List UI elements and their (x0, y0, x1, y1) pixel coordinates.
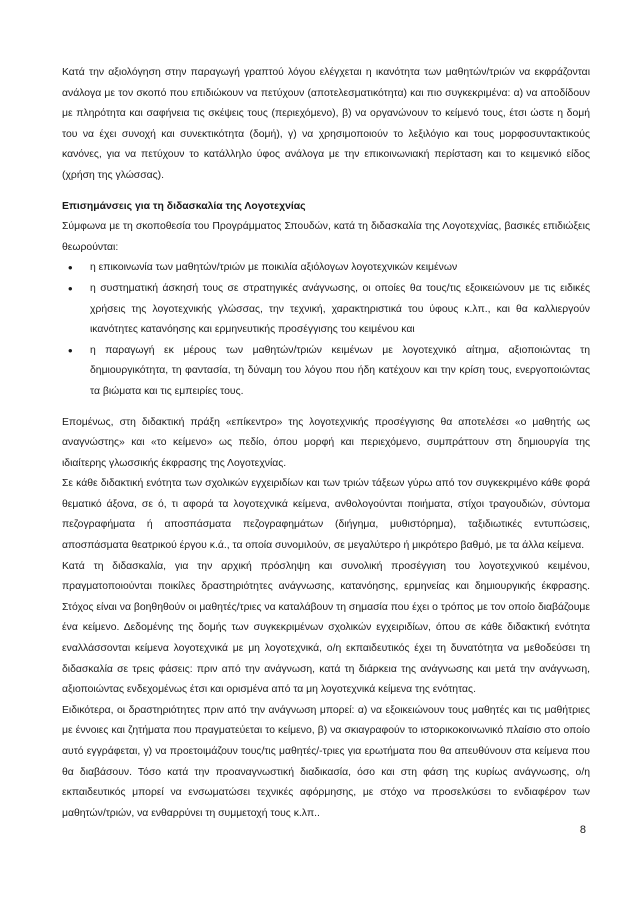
list-item: • η επικοινωνία των μαθητών/τριών με ποικιλία αξιόλογων λογοτεχνικών κειμένων (62, 258, 590, 279)
goals-list (62, 258, 590, 402)
list-item: • η παραγωγή εκ μέρους των μαθητών/τριών κειμένων με λογοτεχνικό αίτημα, αξιοποιώντας τη δημιουργικότητα, τη φαντασία, τη δύναμη του λόγου που ήδη κατέχουν και την κρίση τους, ενεργοποιώντας τα βιώματα και τις εμπειρίες τους. (62, 341, 590, 403)
body-paragraph: Κατά τη διδασκαλία, για την αρχική πρόσληψη και συνολική προσέγγιση του λογοτεχνικού κειμένου, πραγματοποιούνται ποικίλες δραστηριότητες ανάγνωσης, κατανόησης, ερμηνείας και δημιουργικής έκφρασης. Στόχος είναι να βοηθηθούν οι μαθητές/τριες να καταλάβουν τη σημασία που έχει ο τρόπος με τον οποίο διαβάζουμε ένα κείμενο. Δεδομένης της δομής των συγκεκριμένων σχολικών εγχειριδίων, όπου σε κάθε διδακτική ενότητα εναλλάσσονται κείμενα λογοτεχνικά με μη λογοτεχνικά, ο/η εκπαιδευτικός έχει τη δυνατότητα να μεθοδεύσει τη διδασκαλία σε τρεις φάσεις: πριν από την ανάγνωση, κατά τη διάρκεια της ανάγνωσης και μετά την ανάγνωση, αξιοποιώντας ενδεχομένως έτσι και ορισμένα από τα μη λογοτεχνικά κείμενα της ενότητας. (62, 560, 590, 696)
page-content (62, 63, 590, 824)
body-paragraph: Επομένως, στη διδακτική πράξη «επίκεντρο» της λογοτεχνικής προσέγγισης θα αποτελέσει «ο μαθητής ως αναγνώστης» και «το κείμενο» ως πεδίο, όπου μορφή και περιεχόμενο, συμπράττουν στη δημιουργία της ιδιαίτερης γλωσσικής έκφρασης της Λογοτεχνίας. (62, 416, 590, 469)
list-item: • η συστηματική άσκησή τους σε στρατηγικές ανάγνωσης, οι οποίες θα τους/τις εξοικειώνουν με τις ειδικές χρήσεις της λογοτεχνικής γλώσσας, την τεχνική, χαρακτηριστικά του ύφους κ.λπ., και θα καλλιεργούν ικανότητες κατανόησης και ερμηνευτικής προσέγγισης του κειμένου και (62, 279, 590, 341)
section-intro: Σύμφωνα με τη σκοποθεσία του Προγράμματος Σπουδών, κατά τη διδασκαλία της Λογοτεχνίας, βασικές επιδιώξεις θεωρούνται: (62, 221, 590, 253)
section-heading: Επισημάνσεις για τη διδασκαλία της Λογοτεχνίας (62, 200, 306, 212)
body-paragraph: Ειδικότερα, οι δραστηριότητες πριν από την ανάγνωση μπορεί: α) να εξοικειώνουν τους μαθητές και τις μαθήτριες με έννοιες και ζητήματα που πραγματεύεται το κείμενο, β) να σκιαγραφούν το ιστορικοκοινωνικό πλαίσιο στο οποίο αυτό εγγράφεται, γ) να προετοιμάζουν τους/τις μαθητές/-τριες για ερωτήματα που θα απευθύνουν στα κείμενα που θα διαβάσουν. Τόσο κατά την προαναγνωστική διαδικασία, όσο και στη φάση της κυρίως ανάγνωσης, ο/η εκπαιδευτικός μπορεί να ενσωματώσει τεχνικές αφόρμησης, με στόχο να προσελκύσει το ενδιαφέρον των μαθητών/τριών, να ενθαρρύνει τη συμμετοχή τους κ.λπ.. (62, 704, 590, 819)
body-paragraph: Σε κάθε διδακτική ενότητα των σχολικών εγχειριδίων και των τριών τάξεων γύρω από τον συγκεκριμένο κάθε φορά θεματικό άξονα, σε ό, τι αφορά τα λογοτεχνικά κείμενα, ανθολογούνται ποιήματα, στίχοι τραγουδιών, σύντομα πεζογραφήματα ή αποσπάσματα πεζογραφημάτων (διήγημα, μυθιστόρημα), ταξιδιωτικές εντυπώσεις, αποσπάσματα θεατρικού έργου κ.ά., τα οποία συνομιλούν, σε μεγαλύτερο ή μικρότερο βαθμό, με τα άλλα κείμενα. (62, 478, 590, 552)
assessment-paragraph: Κατά την αξιολόγηση στην παραγωγή γραπτού λόγου ελέγχεται η ικανότητα των μαθητών/τριών να εκφράζονται ανάλογα με τον σκοπό που επιδιώκουν να πετύχουν (αποτελεσματικότητα) και πιο συγκεκριμένα: α) να αποδίδουν με πληρότητα και σαφήνεια τις σκέψεις τους (περιεχόμενο), β) να οργανώνουν το κείμενό τους, έτσι ώστε η δομή του να έχει συνοχή και συνεκτικότητα (δομή), γ) να χρησιμοποιούν το λεξιλόγιο και τους μορφοσυντακτικούς κανόνες, για να πετύχουν το κατάλληλο ύφος ανάλογα με την επικοινωνιακή περίσταση και το κειμενικό είδος (χρήση της γλώσσας). (62, 67, 590, 181)
page-number: 8 (579, 824, 586, 836)
